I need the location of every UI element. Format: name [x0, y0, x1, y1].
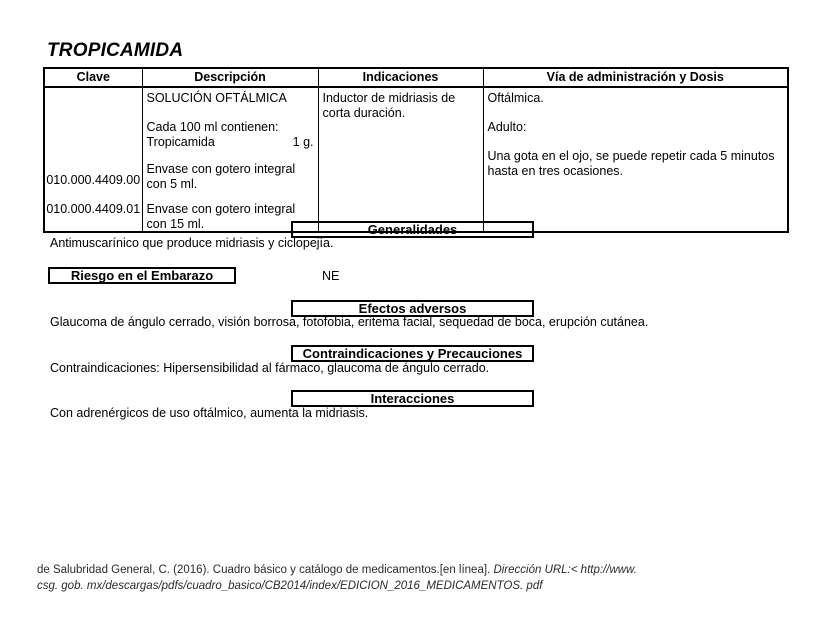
via-route: Oftálmica. — [487, 91, 544, 105]
spacer — [488, 106, 784, 121]
presentation-2-line-2: con 15 ml. — [146, 216, 205, 231]
ingredient-name: Tropicamida — [146, 134, 215, 149]
indicaciones-line-2: corta duración. — [322, 105, 406, 120]
via-population: Adulto: — [487, 120, 527, 134]
descripcion-ingredient-row — [147, 135, 314, 150]
riesgo-embarazo-value: NE — [322, 269, 340, 283]
via-dose-line-2: hasta en tres ocasiones. — [487, 163, 623, 178]
descripcion-form: SOLUCIÓN OFTÁLMICA — [146, 91, 287, 105]
ingredient-amount: 1 g. — [292, 134, 314, 149]
cell-descripcion — [142, 87, 318, 232]
column-header-clave: Clave — [44, 68, 142, 87]
footer-citation — [37, 562, 657, 594]
clave-code-list — [45, 171, 142, 218]
spacer — [147, 106, 314, 121]
medication-table — [43, 67, 789, 233]
column-header-indicaciones: Indicaciones — [318, 68, 483, 87]
citation-url-part-2: mx/descargas/pdfs/cuadro_basico/CB2014/index/EDICION_2016_MEDICAMENTOS. pdf — [86, 580, 543, 592]
section-header-generalidades: Generalidades — [291, 221, 534, 238]
column-header-descripcion: Descripción — [142, 68, 318, 87]
citation-url-part-1: Dirección URL:< http://www. csg. gob. — [37, 564, 637, 592]
section-body-efectos-adversos: Glaucoma de ángulo cerrado, visión borrosa, fotofobia, eritema facial, sequedad de boca, erupción cutánea. — [50, 315, 649, 329]
presentation-2-line-1: Envase con gotero integral — [146, 202, 296, 216]
citation-plain-text: de Salubridad General, C. (2016). Cuadro básico y catálogo de medicamentos.[en línea]. — [37, 564, 494, 576]
section-header-riesgo-embarazo: Riesgo en el Embarazo — [48, 267, 236, 284]
section-body-generalidades: Antimuscarínico que produce midriasis y ciclopejía. — [50, 236, 334, 250]
section-header-interacciones: Interacciones — [291, 390, 534, 407]
column-header-via: Vía de administración y Dosis — [483, 68, 788, 87]
clave-code-2: 010.000.4409.01 — [46, 202, 141, 216]
table-row — [44, 87, 788, 232]
indicaciones-line-1: Inductor de midriasis de — [322, 91, 456, 105]
section-header-contraindicaciones: Contraindicaciones y Precauciones — [291, 345, 534, 362]
section-header-efectos-adversos: Efectos adversos — [291, 300, 534, 317]
presentation-1-line-2: con 5 ml. — [146, 176, 198, 191]
presentation-1-line-1: Envase con gotero integral — [146, 162, 296, 176]
clave-code-1: 010.000.4409.00 — [46, 173, 141, 187]
descripcion-contains-header: Cada 100 ml contienen: — [146, 120, 279, 134]
section-body-contraindicaciones: Contraindicaciones: Hipersensibilidad al fármaco, glaucoma de ángulo cerrado. — [50, 361, 490, 375]
cell-clave — [44, 87, 142, 232]
table-header-row — [44, 68, 788, 87]
via-dose-line-1: Una gota en el ojo, se puede repetir cada 5 minutos — [487, 149, 775, 163]
section-body-interacciones: Con adrenérgicos de uso oftálmico, aumenta la midriasis. — [50, 406, 369, 420]
spacer — [488, 135, 784, 150]
cell-via-administracion — [483, 87, 788, 232]
page-title: TROPICAMIDA — [47, 40, 184, 61]
cell-indicaciones — [318, 87, 483, 232]
